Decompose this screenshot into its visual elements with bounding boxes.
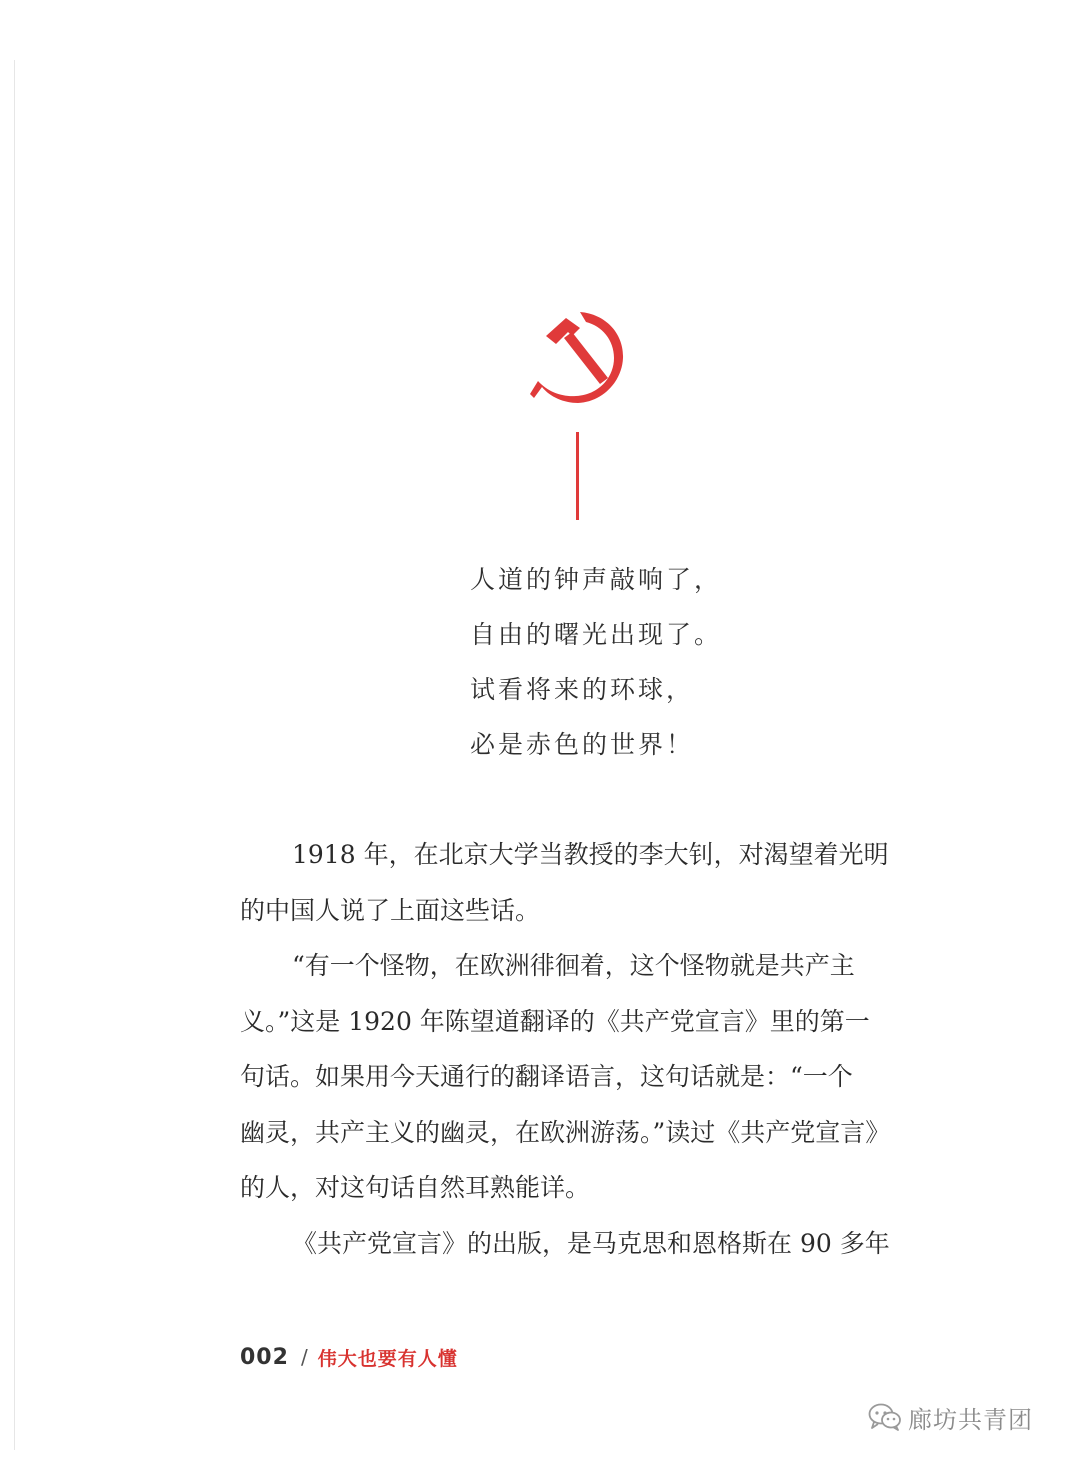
text-line: 幽灵，共产主义的幽灵，在欧洲游荡。”读过《共产党宣言》: [240, 1117, 891, 1147]
vertical-divider: [576, 432, 579, 520]
text-line: 的人，对这句话自然耳熟能详。: [240, 1173, 591, 1202]
body-text: [240, 834, 920, 1278]
text-line: 义。”这是 1920 年陈望道翻译的《共产党宣言》里的第一: [240, 1006, 870, 1036]
text-line: 的中国人说了上面这些话。: [240, 895, 541, 925]
text-line: 句话。如果用今天通行的翻译语言，这句话就是：“一个: [240, 1062, 853, 1091]
poem-line: 人道的钟声敲响了，: [470, 565, 723, 594]
hammer-and-sickle-icon: [528, 308, 628, 408]
poem-line: 试看将来的环球，: [470, 675, 695, 704]
footer-separator: /: [300, 1345, 308, 1369]
page-number: 002: [240, 1344, 289, 1370]
book-title: 伟大也要有人懂: [317, 1347, 458, 1370]
poem-line: 必是赤色的世界！: [470, 730, 695, 759]
page-footer: [240, 1340, 458, 1374]
text-line: 1918 年，在北京大学当教授的李大钊，对渴望着光明: [292, 840, 889, 869]
watermark-text: 廊坊共青团: [908, 1405, 1033, 1434]
watermark: [868, 1400, 1033, 1434]
text-line: 《共产党宣言》的出版，是马克思和恩格斯在 90 多年: [292, 1228, 890, 1258]
poem-line: 自由的曙光出现了。: [470, 620, 723, 649]
wechat-icon: [868, 1403, 902, 1431]
epigraph-poem: [470, 560, 722, 780]
text-line: “有一个怪物，在欧洲徘徊着，这个怪物就是共产主: [292, 951, 855, 980]
page-edge: [14, 60, 15, 1450]
